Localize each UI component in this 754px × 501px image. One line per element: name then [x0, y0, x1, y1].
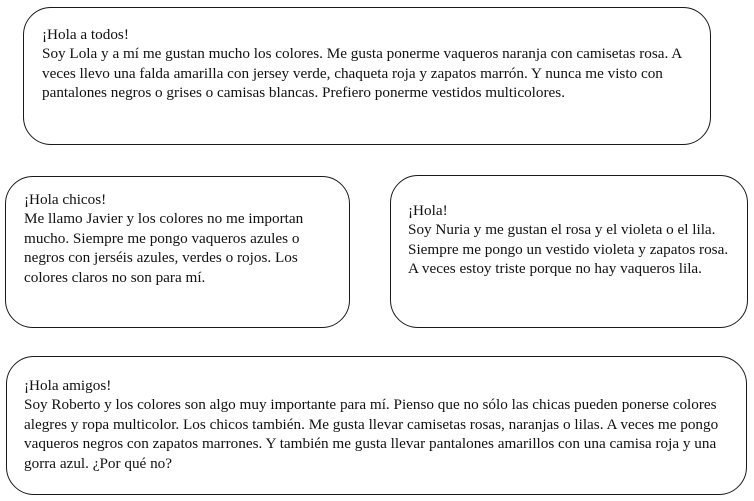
body-roberto: Soy Roberto y los colores son algo muy importante para mí. Pienso que no sólo las chicas pueden ponerse colores alegres y ropa multicolor. Los chicos también. Me gusta llevar camisetas rosas, naranjas o lilas. A veces me pongo vaqueros negros con zapatos marrones. Y también me gusta llevar pantalones amarillos con una camisa roja y una gorra azul. ¿Por qué no?: [24, 396, 719, 472]
greeting-roberto: ¡Hola amigos!: [24, 377, 112, 394]
body-javier: Me llamo Javier y los colores no me importan mucho. Siempre me pongo vaqueros azules o negros con jerséis azules, verdes o rojos. Los colores claros no son para mí.: [24, 210, 304, 286]
message-text-roberto: [24, 376, 730, 473]
body-lola: Soy Lola y a mí me gustan mucho los colores. Me gusta ponerme vaqueros naranja con camisetas rosa. A veces llevo una falda amarilla con jersey verde, chaqueta roja y zapatos marrón. Y nunca me visto con pantalones negros o grises o camisas blancas. Prefiero ponerme vestidos multicolores.: [42, 45, 682, 102]
greeting-lola: ¡Hola a todos!: [42, 26, 129, 43]
body-nuria: Soy Nuria y me gustan el rosa y el violeta o el lila. Siempre me pongo un vestido violeta y zapatos rosa. A veces estoy triste porque no hay vaqueros lila.: [408, 221, 729, 278]
message-text-javier: [24, 190, 329, 287]
message-text-nuria: [408, 201, 730, 279]
message-text-lola: [42, 25, 692, 103]
greeting-javier: ¡Hola chicos!: [24, 191, 107, 208]
greeting-nuria: ¡Hola!: [408, 202, 448, 219]
